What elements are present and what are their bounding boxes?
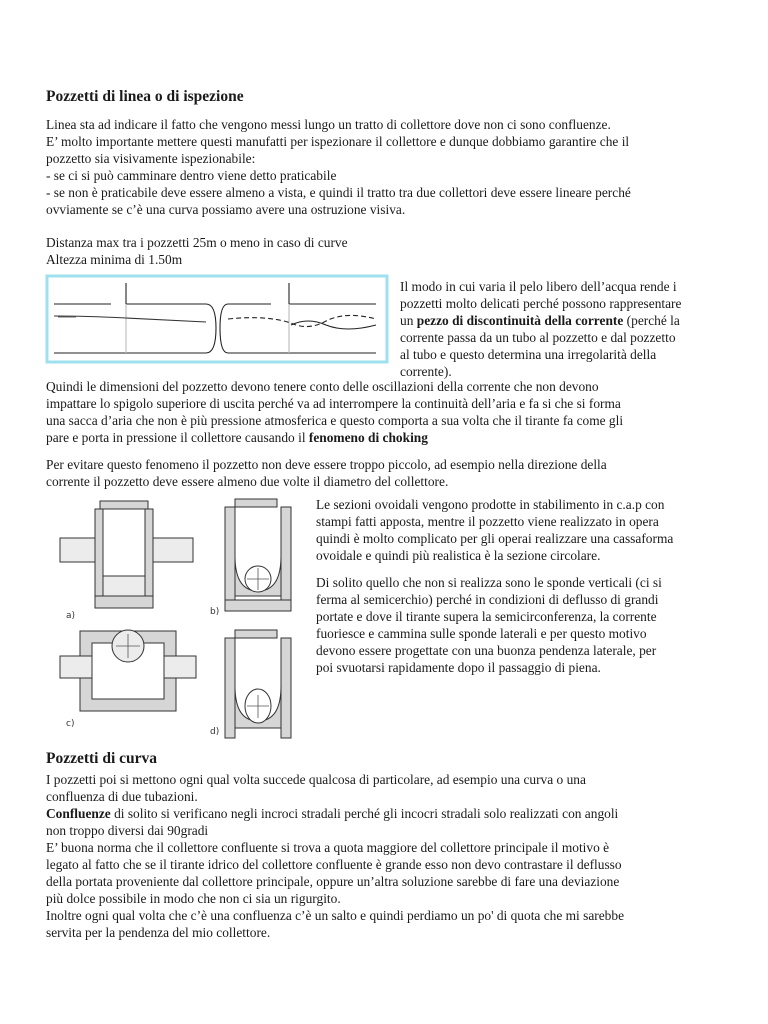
figure-label-d: d) [210,727,220,737]
distance-paragraph: Distanza max tra i pozzetti 25m o meno in caso di curve Altezza minima di 1.50m [46,235,348,267]
figure-label-b: b) [210,607,220,617]
flow-paragraph: Il modo in cui varia il pelo libero dell’acqua rende i pozzetti molto delicati perché possono rappresentare un pezzo di discontinuità della corrente (perché la corrente passa da un tubo al pozzetto e dal pozzetto al tubo e questo determina una irregolarità della corrente). [400,279,682,379]
figure-label-a: a) [66,611,76,621]
choking-paragraph: Quindi le dimensioni del pozzetto devono tenere conto delle oscillazioni della corrente che non devono impattare lo spigolo superiore di uscita perché va ad interrompere la continuità dell’aria e fa si che si forma una sacca d’aria che non è più pressione atmosferica e questo comporta a sua volta che il tirante fa come gli pare e porta in pressione il collettore causando il fenomeno di choking [46,379,624,445]
sections-paragraph-2: Di solito quello che non si realizza sono le sponde verticali (ci si ferma al semicerchio) perché in condizioni di deflusso di grandi portate e dove il tirante supera la semicirconferenza, la corrente fuoriesce e cammina sulle sponde laterali e per questo motivo devono essere progettate con una buonza pendenza laterale, per poi svuotarsi rapidamente dopo il passaggio di piena. [316,575,662,675]
intro-paragraph: Linea sta ad indicare il fatto che vengono messi lungo un tratto di collettore dove non ci sono confluenze. E’ molto importante mettere questi manufatti per ispezionare il collettore e dunque dobbiamo garantire che il pozzetto sia visivamente ispezionabile: - se ci si può camminare dentro viene detto praticabile - se non è praticabile deve essere almeno a vista, e quindi il tratto tra due collettori deve essere lineare perché ovviamente se c’è una curva possiamo avere una ostruzione visiva. [46,117,631,217]
sections-paragraph-1: Le sezioni ovoidali vengono prodotte in stabilimento in c.a.p con stampi fatti apposta, mentre il pozzetto viene realizzato in opera quindi è molto complicato per gli operai realizzare una cassaforma ovoidale e quindi più realistica è la sezione circolare. [316,497,674,563]
avoid-paragraph: Per evitare questo fenomeno il pozzetto non deve essere troppo piccolo, ad esempio nella direzione della corrente il pozzetto deve essere almeno due volte il diametro del collettore. [46,457,607,489]
section-title-curva: Pozzetti di curva [46,750,158,767]
section-title-ispezione: Pozzetti di linea o di ispezione [46,88,244,105]
figure-label-c: c) [66,719,75,729]
curva-paragraph: I pozzetti poi si mettono ogni qual volta succede qualcosa di particolare, ad esempio una curva o una confluenza di due tubazioni. Confluenze di solito si verificano negli incroci stradali perché gli incocri stradali solo realizzati con angoli non troppo diversi dai 90gradi E’ buona norma che il collettore confluente si trova a quota maggiore del collettore principale il motivo è legato al fatto che se il tirante idrico del collettore confluente è grande esso non devo contrastare il deflusso della portata proveniente dal collettore principale, oppure un’altra soluzione sarebbe di fare una deviazione più dolce possibile in modo che non ci sia un rigurgito. Inoltre ogni qual volta che c’è una confluenza c’è un salto e quindi perdiamo un po' di quota che mi sarebbe servita per la pendenza del mio collettore. [46,772,625,940]
flow-discontinuity-figure [46,275,388,363]
manhole-sections-figure [60,496,310,742]
